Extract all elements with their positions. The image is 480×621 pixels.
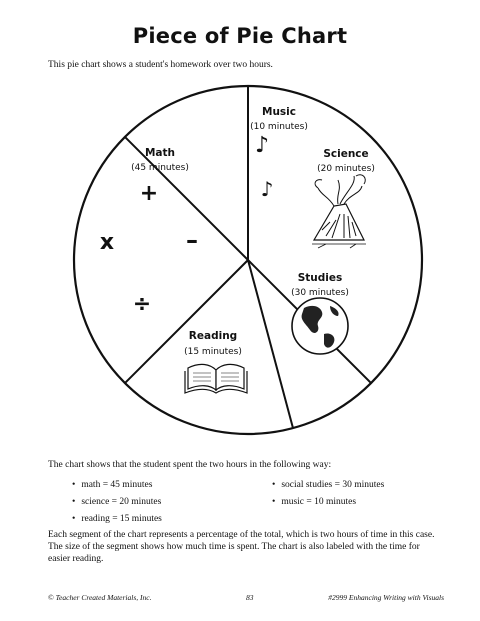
slice-label-studies: Studies: [297, 272, 343, 284]
slice-detail-studies: (30 minutes): [291, 288, 349, 298]
footer-copyright: © Teacher Created Materials, Inc.: [48, 593, 152, 602]
slice-detail-music: (10 minutes): [250, 122, 308, 132]
globe-icon: [292, 298, 348, 354]
minus-symbol: –: [186, 226, 198, 254]
slice-detail-reading: (15 minutes): [184, 347, 242, 357]
intro-text: This pie chart shows a student's homework over two hours.: [48, 60, 273, 70]
music-note-icon: ♪: [260, 177, 274, 201]
list-item-math: • math = 45 minutes: [72, 480, 152, 490]
list-item-social-studies: • social studies = 30 minutes: [272, 480, 384, 490]
slice-label-math: Math: [144, 147, 176, 159]
page-footer: [48, 593, 444, 605]
slice-detail-science: (20 minutes): [317, 164, 375, 174]
list-item-science: • science = 20 minutes: [72, 497, 161, 507]
footer-page-number: 83: [246, 593, 254, 602]
slice-label-science: Science: [323, 148, 369, 160]
plus-symbol: +: [139, 181, 159, 206]
music-note-icon: ♪: [254, 133, 270, 158]
divide-symbol: ÷: [132, 292, 152, 317]
slice-label-reading: Reading: [188, 330, 238, 342]
times-symbol: x: [99, 230, 115, 255]
page-title: Piece of Pie Chart: [132, 24, 348, 48]
slice-detail-math: (45 minutes): [131, 163, 189, 173]
minutes-list: [72, 480, 432, 532]
list-item-music: • music = 10 minutes: [272, 497, 356, 507]
slice-label-music: Music: [262, 106, 296, 118]
summary-text: The chart shows that the student spent the two hours in the following way:: [48, 460, 332, 470]
footer-book-title: #2999 Enhancing Writing with Visuals: [328, 593, 444, 602]
explanation-text: Each segment of the chart represents a percentage of the total, which is two hours of time in this case. The size of the segment shows how much time is spent. The chart is also labeled with the time for easier reading.: [48, 530, 435, 564]
list-item-reading: • reading = 15 minutes: [72, 514, 162, 524]
